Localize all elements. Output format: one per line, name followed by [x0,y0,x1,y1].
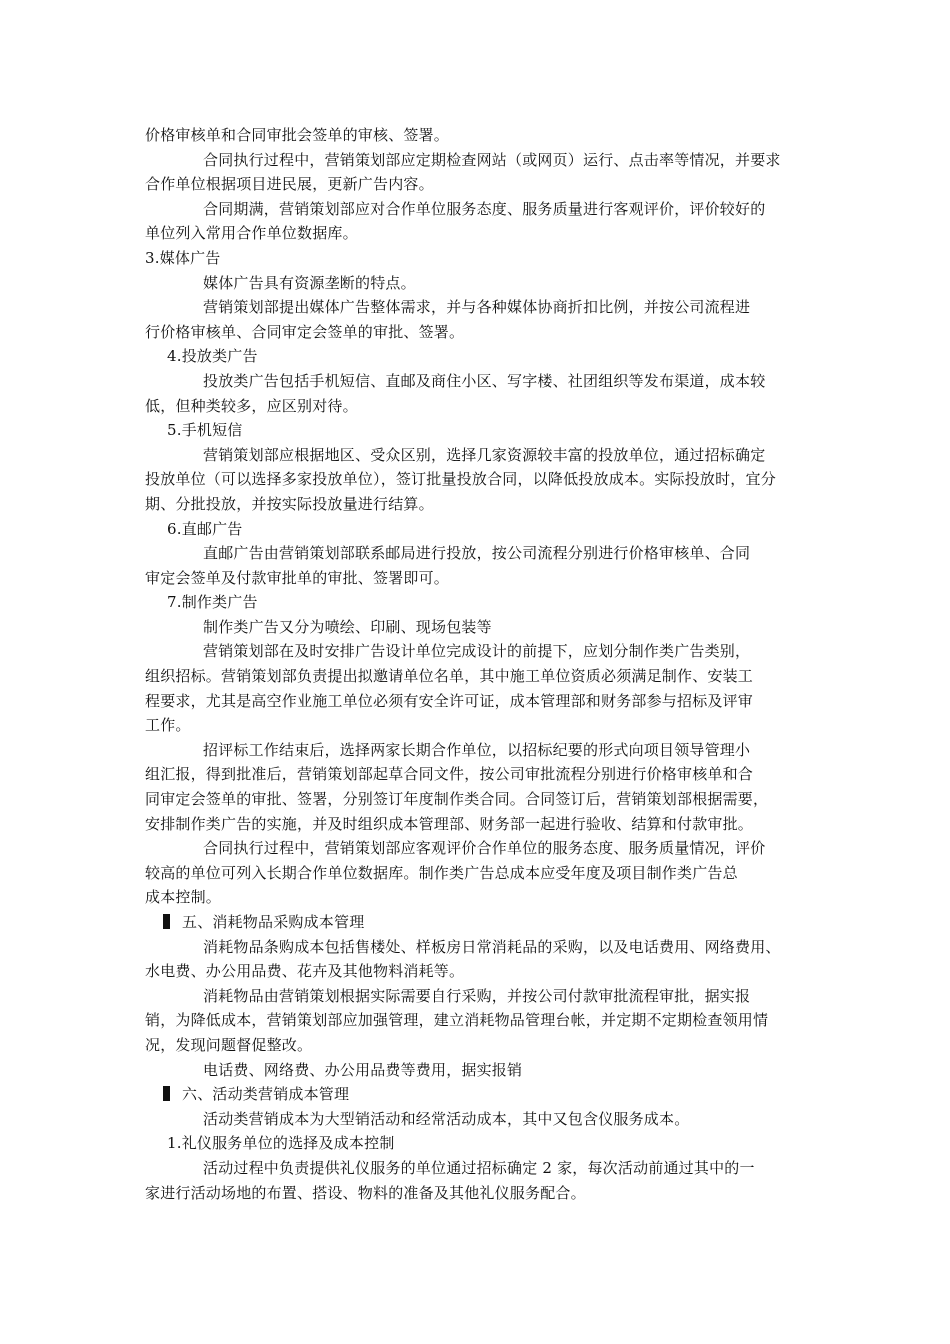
line-text: 水电费、办公用品费、花卉及其他物料消耗等。 [145,962,465,981]
line-text: 况，发现问题督促整改。 [145,1035,313,1054]
line-text: 招评标工作结束后，选择两家长期合作单位，以招标纪要的形式向项目领导管理小 [203,740,751,759]
text-line [145,664,815,689]
text-line [145,1058,815,1083]
line-text: 4.投放类广告 [167,347,258,366]
text-line [145,394,815,419]
line-text: 活动类营销成本为大型销活动和经常活动成本，其中又包含仪服务成本。 [203,1109,690,1128]
line-text: 销，为降低成本，营销策划部应加强管理，建立消耗物品管理台帐，并定期不定期检查领用情 [145,1011,769,1030]
line-text: 1.礼仪服务单位的选择及成本控制 [167,1134,395,1153]
text-line [145,812,815,837]
text-line [145,787,815,812]
text-line [145,1008,815,1033]
line-text: 合同执行过程中，营销策划部应客观评价合作单位的服务态度、服务质量情况，评价 [203,839,766,858]
text-line [145,639,815,664]
line-text: 营销策划部应根据地区、受众区别，选择几家资源较丰富的投放单位，通过招标确定 [203,445,766,464]
subsection-heading [145,418,815,443]
text-line [145,861,815,886]
text-line [145,271,815,296]
text-line [145,566,815,591]
subsection-heading [145,1131,815,1156]
text-line [145,935,815,960]
text-line [145,738,815,763]
subsection-heading [145,517,815,542]
bullet-bar-icon [163,1086,170,1101]
line-text: 消耗物品条购成本包括售楼处、样板房日常消耗品的采购，以及电话费用、网络费用、 [203,937,781,956]
text-line [145,762,815,787]
line-text: 五、消耗物品采购成本管理 [182,913,365,931]
line-text: 媒体广告具有资源垄断的特点。 [203,273,416,292]
text-line [145,959,815,984]
line-text: 单位列入常用合作单位数据库。 [145,224,358,243]
line-text: 安排制作类广告的实施，并及时组织成本管理部、财务部一起进行验收、结算和付款审批。 [145,814,754,833]
subsection-heading [145,246,815,271]
line-text: 合作单位根据项目进民展，更新广告内容。 [145,175,434,194]
text-line [145,885,815,910]
line-text: 6.直邮广告 [167,519,243,538]
line-text: 消耗物品由营销策划根据实际需要自行采购，并按公司付款审批流程审批，据实报 [203,986,751,1005]
line-text: 3.媒体广告 [145,248,221,267]
section-heading [145,1082,815,1107]
line-text: 同审定会签单的审批、签署，分别签订年度制作类合同。合同签订后，营销策划部根据需要， [145,790,769,809]
text-line [145,1033,815,1058]
text-line [145,689,815,714]
line-text: 直邮广告由营销策划部联系邮局进行投放，按公司流程分别进行价格审核单、合同 [203,544,751,563]
text-line [145,1156,815,1181]
line-text: 工作。 [145,716,191,735]
text-line [145,541,815,566]
text-line [145,713,815,738]
line-text: 期、分批投放，并按实际投放量进行结算。 [145,494,434,513]
line-text: 制作类广告又分为喷绘、印刷、现场包装等 [203,617,492,636]
line-text: 合同期满，营销策划部应对合作单位服务态度、服务质量进行客观评价，评价较好的 [203,199,766,218]
text-line [145,984,815,1009]
subsection-heading [145,590,815,615]
document-page [145,123,815,1205]
text-line [145,1107,815,1132]
line-text: 7.制作类广告 [167,593,258,612]
text-line [145,148,815,173]
text-line [145,123,815,148]
bullet-bar-icon [163,914,170,929]
text-line [145,295,815,320]
line-text: 价格审核单和合同审批会签单的审核、签署。 [145,126,450,144]
text-line [145,320,815,345]
line-text: 家进行活动场地的布置、搭设、物料的准备及其他礼仪服务配合。 [145,1183,586,1202]
text-line [145,369,815,394]
line-text: 程要求，尤其是高空作业施工单位必须有安全许可证，成本管理部和财务部参与招标及评审 [145,691,754,710]
line-text: 较高的单位可列入长期合作单位数据库。制作类广告总成本应受年度及项目制作类广告总 [145,863,738,882]
text-line [145,197,815,222]
line-text: 组织招标。营销策划部负责提出拟邀请单位名单，其中施工单位资质必须满足制作、安装工 [145,667,754,686]
line-text: 投放类广告包括手机短信、直邮及商住小区、写字楼、社团组织等发布渠道，成本较 [203,371,766,390]
line-text: 行价格审核单、合同审定会签单的审批、签署。 [145,322,465,341]
line-text: 成本控制。 [145,888,222,907]
text-line [145,443,815,468]
text-line [145,467,815,492]
text-line [145,492,815,517]
line-text: 组汇报，得到批准后，营销策划部起草合同文件，按公司审批流程分别进行价格审核单和合 [145,765,754,784]
line-text: 审定会签单及付款审批单的审批、签署即可。 [145,568,450,587]
line-text: 六、活动类营销成本管理 [182,1085,350,1104]
line-text: 电话费、网络费、办公用品费等费用，据实报销 [203,1060,523,1079]
text-line [145,836,815,861]
line-text: 营销策划部提出媒体广告整体需求，并与各种媒体协商折扣比例，并按公司流程进 [203,298,751,317]
line-text: 活动过程中负责提供礼仪服务的单位通过招标确定 2 家，每次活动前通过其中的一 [203,1158,755,1177]
text-line [145,172,815,197]
section-heading [145,910,815,935]
line-text: 合同执行过程中，营销策划部应定期检查网站（或网页）运行、点击率等情况，并要求 [203,150,781,169]
text-line [145,221,815,246]
text-line [145,615,815,640]
line-text: 投放单位（可以选择多家投放单位），签订批量投放合同，以降低投放成本。实际投放时，宜分 [145,470,776,489]
subsection-heading [145,344,815,369]
line-text: 低，但种类较多，应区别对待。 [145,396,358,415]
text-line [145,1181,815,1206]
line-text: 5.手机短信 [167,421,243,440]
line-text: 营销策划部在及时安排广告设计单位完成设计的前提下，应划分制作类广告类别， [203,642,751,661]
